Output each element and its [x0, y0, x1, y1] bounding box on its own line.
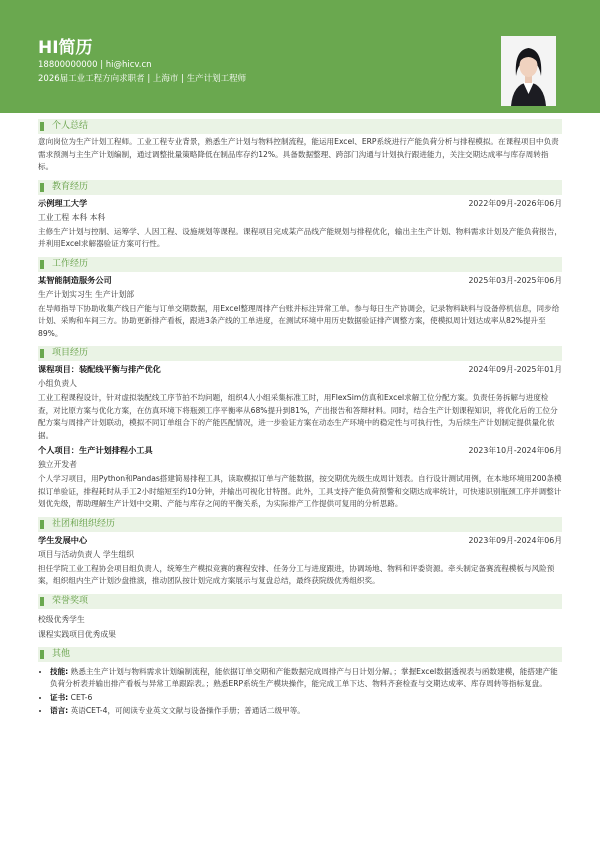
section-title-other: 其他 [38, 647, 562, 662]
resume-header [0, 0, 600, 113]
contact-info [38, 58, 246, 86]
project-desc: 工业工程课程设计，针对虚拟装配线工序节拍不均问题，组织4人小组采集标准工时，用FlexSim仿真和Excel求解工位分配方案。负责任务拆解与进度检查，对比原方案与优化方案，在仿真环境下将瓶颈工序平衡率从68%提升到81%，产出报告和答辩材料。同时，结合生产计划课程知识，将优化后的工位分配方案与周排产计划联动，模拟不同订单组合下的产能匹配情况，进一步验证方案在动态生产环境中的稳定性与可执行性，为后续生产计划制定提供量化依据。 [38, 393, 558, 440]
work-row [38, 275, 562, 286]
resume-name: HI简历 [38, 38, 93, 58]
campus-role: 项目与活动负责人 学生组织 [38, 549, 135, 559]
portrait-image [501, 36, 556, 106]
education-date: 2022年09月-2026年06月 [468, 198, 562, 208]
other-item-language [50, 705, 562, 718]
company-name: 某智能制造服务公司 [38, 274, 112, 285]
award-item: 校级优秀学生 [38, 614, 85, 624]
section-title-work: 工作经历 [38, 257, 562, 272]
job-intent-line: 2026届工业工程方向求职者 | 上海市 | 生产计划工程师 [38, 74, 247, 84]
campus-row [38, 535, 562, 546]
section-title-projects: 项目经历 [38, 346, 562, 361]
project-name: 课程项目：装配线平衡与排产优化 [38, 364, 161, 374]
campus-desc: 担任学院工业工程协会项目组负责人，统筹生产模拟竞赛的赛程安排、任务分工与进度跟进，协调场地、物料和评委资源。牵头制定备赛流程模板与风险预案，组织组内生产计划沙盘推演，推动团队按计划完成方案展示与复盘总结，最终获院级优秀组织奖。 [38, 563, 555, 585]
other-item-label: 技能: [50, 666, 69, 676]
award-item: 课程实践项目优秀成果 [38, 629, 116, 639]
section-title-education: 教育经历 [38, 180, 562, 195]
work-date: 2025年03月-2025年06月 [468, 275, 562, 285]
education-desc: 主修生产计划与控制、运筹学、人因工程、设施规划等课程。课程项目完成某产品线产能规划与排程优化，输出主生产计划、物料需求计划及产能负荷报告，并利用Excel求解器验证方案可行性。 [38, 226, 562, 248]
section-title-awards: 荣誉奖项 [38, 594, 562, 609]
project-row [38, 364, 562, 375]
profile-photo [501, 36, 556, 106]
section-title-summary: 个人总结 [38, 119, 562, 134]
project-row [38, 445, 562, 456]
contact-line: 18800000000 | hi@hicv.cn [38, 60, 152, 70]
project-role: 小组负责人 [38, 379, 77, 388]
section-title-campus: 社团和组织经历 [38, 517, 562, 532]
project-date: 2024年09月-2025年01月 [468, 365, 562, 374]
other-item-text: CET-6 [70, 692, 93, 702]
other-item-text: 熟悉主生产计划与物料需求计划编制流程，能依据订单交期和产能数据完成周排产与日计划分解。；掌握Excel数据透视表与函数建模，能搭建产能负荷分析表并输出排产看板与异常工单跟踪表。；熟悉ERP系统生产模块操作，能完成工单下达、物料齐套检查与交期达成率、库存周转等指标复盘。 [50, 666, 558, 688]
other-item-skills [50, 666, 562, 691]
work-desc: 在导师指导下协助收集产线日产能与订单交期数据，用Excel整理周排产台账并标注异常工单。参与每日生产协调会，记录物料缺料与设备停机信息，同步给计划、采购和车间三方。协助更新排产看板，跟进3条产线的工单进度，在测试环境中用历史数据验证排产调整方案，使模拟周计划达成率从82%提升至89%。 [38, 303, 560, 338]
campus-date: 2023年09月-2024年06月 [468, 535, 562, 545]
project-name: 个人项目：生产计划排程小工具 [38, 445, 153, 455]
summary-text: 意向岗位为生产计划工程师。工业工程专业背景，熟悉生产计划与物料控制流程，能运用Excel、ERP系统进行产能负荷分析与排程模拟。在课程项目中负责需求预测与主生产计划编制，通过调整批量策略降低在制品库存约12%。具备数据整理、跨部门沟通与计划执行跟进能力，关注交期达成率与库存周转指标。 [38, 137, 559, 171]
project-role: 独立开发者 [38, 460, 77, 469]
other-item-label: 证书: [50, 692, 69, 702]
other-list [38, 666, 562, 718]
project-desc: 个人学习项目，用Python和Pandas搭建简易排程工具，读取模拟订单与产能数据，按交期优先级生成周计划表。自行设计测试用例，在本地环境用200条模拟订单验证，排程耗时从手工2小时缩短至约10分钟，并输出可视化甘特图。此外，工具支持产能负荷预警和交期达成率统计，可快速识别瓶颈工序并调整计划优先级，帮助理解生产计划中交期、产能与库存之间的平衡关系，为实际排产工作提供可复用的分析思路。 [38, 474, 562, 508]
education-row [38, 198, 562, 209]
work-role: 生产计划实习生 生产计划部 [38, 289, 135, 299]
education-degree: 工业工程 本科 本科 [38, 212, 106, 222]
other-item-label: 语言: [50, 706, 69, 715]
other-item-text: 英语CET-4，可阅读专业英文文献与设备操作手册；普通话二级甲等。 [70, 706, 305, 715]
other-item-certificate [50, 692, 562, 705]
campus-org-name: 学生发展中心 [38, 534, 88, 545]
project-date: 2023年10月-2024年06月 [468, 446, 562, 455]
school-name: 示例理工大学 [38, 197, 88, 208]
